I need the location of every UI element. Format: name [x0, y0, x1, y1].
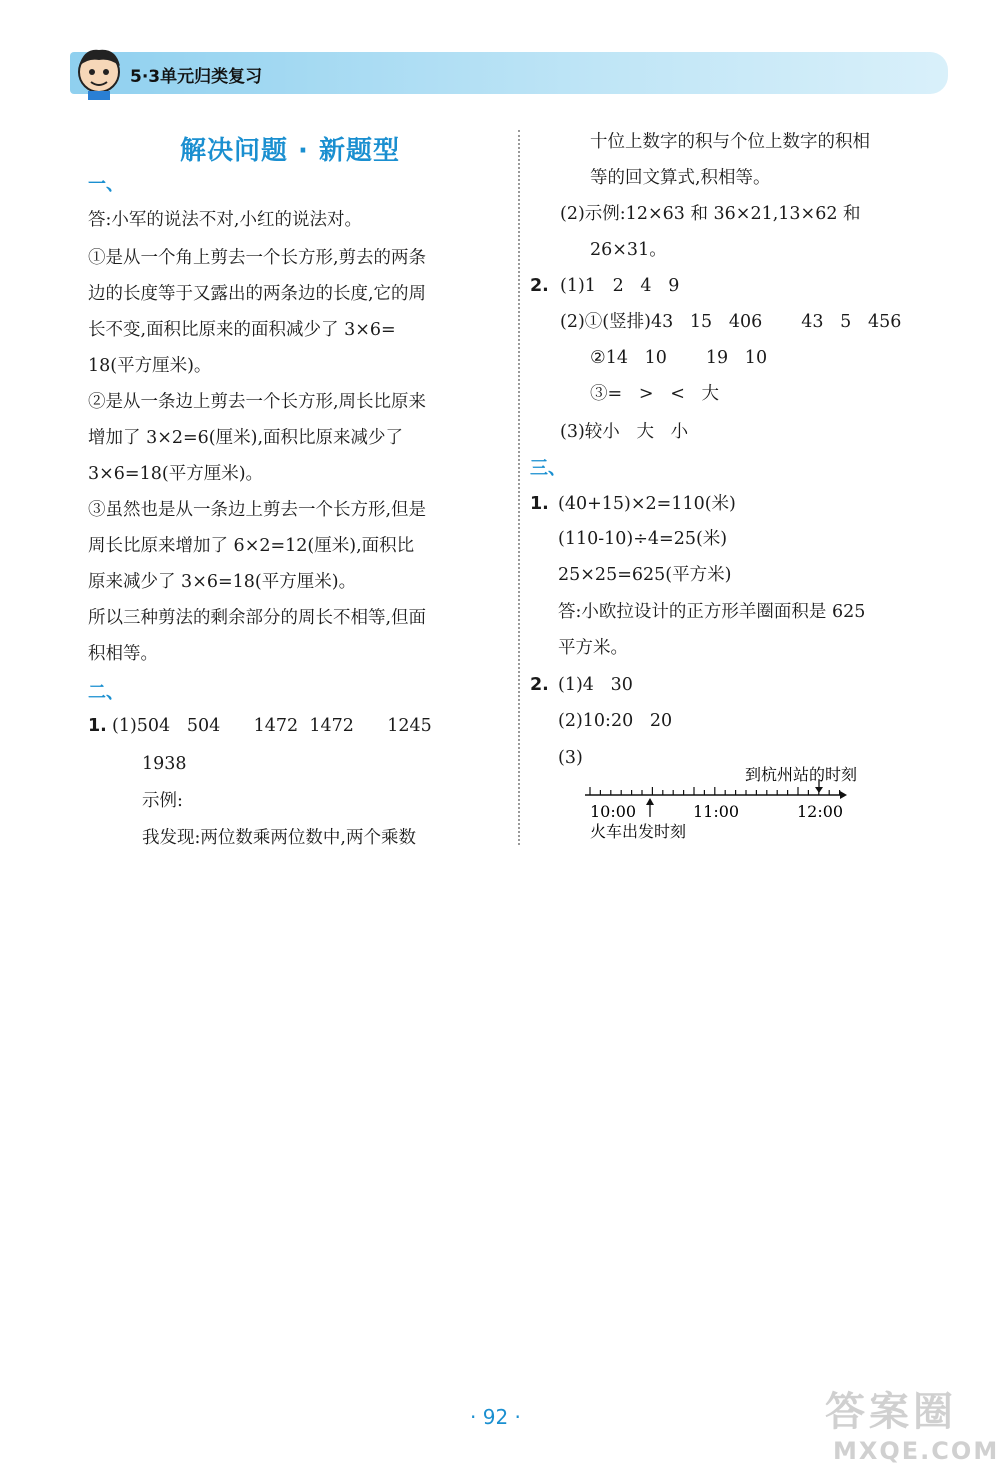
text-line: 平方米。	[558, 638, 628, 658]
text-line: 积相等。	[88, 644, 158, 664]
heading-part-1: 一、	[88, 174, 124, 195]
page-number: · 92 ·	[470, 1405, 521, 1429]
text-line: ③虽然也是从一条边上剪去一个长方形,但是	[88, 500, 427, 520]
timeline-ticks	[590, 787, 840, 795]
text-line: 3×6=18(平方厘米)。	[88, 464, 264, 484]
text-line: 边的长度等于又露出的两条边的长度,它的周	[88, 284, 427, 304]
text-line: 示例:	[142, 791, 183, 811]
text-line: ②是从一条边上剪去一个长方形,周长比原来	[88, 392, 427, 412]
text-line: 原来减少了 3×6=18(平方厘米)。	[88, 572, 357, 592]
text-line: 我发现:两位数乘两位数中,两个乘数	[142, 828, 416, 848]
item-number: 2.	[530, 675, 549, 695]
text-line: ①是从一个角上剪去一个长方形,剪去的两条	[88, 248, 427, 268]
text-line: 25×25=625(平方米)	[558, 565, 732, 585]
axis-arrow-icon	[840, 791, 847, 799]
text-line: (3)较小 大 小	[560, 422, 689, 442]
mascot-icon	[70, 42, 128, 100]
text-line: (1)504 504 1472 1472 1245	[112, 716, 432, 736]
text-line: 增加了 3×2=6(厘米),面积比原来减少了	[88, 428, 404, 448]
answer-line: 答:小军的说法不对,小红的说法对。	[88, 210, 362, 230]
tick-label-1100: 11:00	[693, 802, 740, 821]
timeline-diagram	[585, 765, 875, 840]
text-line: (40+15)×2=110(米)	[558, 494, 736, 514]
item-number: 1.	[88, 716, 107, 736]
item-number: 2.	[530, 276, 549, 296]
tick-label-1200: 12:00	[797, 802, 844, 821]
text-line: 1938	[142, 754, 187, 774]
heading-part-3: 三、	[530, 458, 566, 479]
tick-label-1000: 10:00	[590, 802, 637, 821]
arrival-label: 到杭州站的时刻	[745, 765, 858, 784]
text-line: ③= > < 大	[590, 384, 720, 404]
text-line: (2)10:20 20	[558, 711, 673, 731]
text-line: 所以三种剪法的剩余部分的周长不相等,但面	[88, 608, 427, 628]
text-line: 答:小欧拉设计的正方形羊圈面积是 625	[558, 602, 866, 622]
watermark	[825, 1380, 999, 1465]
heading-part-2: 二、	[88, 682, 124, 703]
section-title: 解决问题 · 新题型	[180, 136, 400, 166]
watermark-logo: 答案圈	[825, 1389, 957, 1435]
text-line: 十位上数字的积与个位上数字的积相	[590, 132, 870, 152]
item-number: 1.	[530, 494, 549, 514]
header-title: 5·3单元归类复习	[130, 67, 263, 87]
departure-arrowhead-icon	[646, 798, 654, 805]
text-line: ②14 10 19 10	[590, 348, 768, 368]
text-line: (1)4 30	[558, 675, 633, 695]
text-line: 等的回文算式,积相等。	[590, 168, 771, 188]
text-line: (1)1 2 4 9	[560, 276, 680, 296]
column-divider	[518, 130, 520, 845]
text-line: 18(平方厘米)。	[88, 356, 212, 376]
departure-label: 火车出发时刻	[590, 822, 687, 840]
watermark-url: MXQE.COM	[833, 1437, 1000, 1465]
text-line: (3)	[558, 748, 583, 768]
text-line: 长不变,面积比原来的面积减少了 3×6=	[88, 320, 396, 340]
text-line: 周长比原来增加了 6×2=12(厘米),面积比	[88, 536, 415, 556]
text-line: 26×31。	[590, 240, 667, 260]
arrival-arrowhead-icon	[815, 787, 823, 793]
text-line: (2)①(竖排)43 15 406 43 5 456	[560, 312, 902, 332]
text-line: (110-10)÷4=25(米)	[558, 529, 728, 549]
text-line: (2)示例:12×63 和 36×21,13×62 和	[560, 204, 861, 224]
